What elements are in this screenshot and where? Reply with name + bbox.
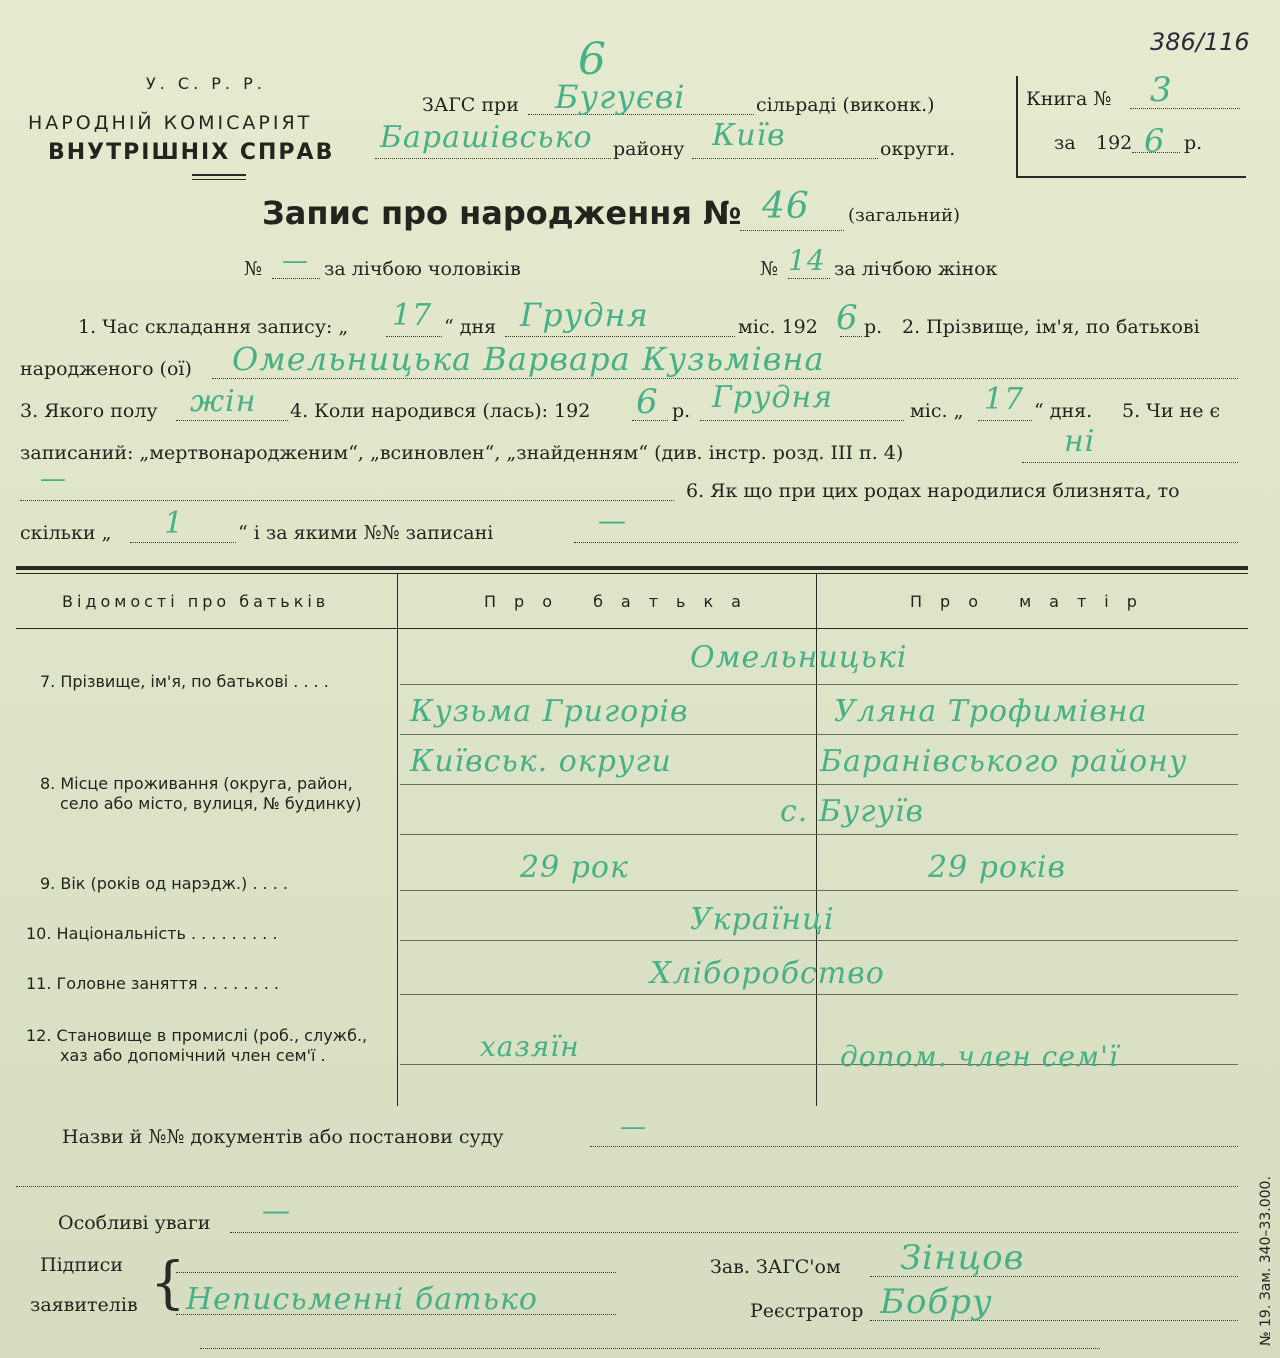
notes-line xyxy=(230,1232,1238,1233)
f4-month-line xyxy=(700,420,904,421)
usrr-heading: У. С. Р. Р. xyxy=(146,74,266,93)
registrar-signature-handwriting: Бобру xyxy=(880,1282,993,1322)
zags-village-handwriting: Бугуєві xyxy=(555,78,686,116)
record-number-line xyxy=(740,230,844,231)
registrar-label: Реєстратор xyxy=(750,1300,864,1322)
column-header-father: Про батька xyxy=(484,592,759,611)
f5-cont: записаний: „мертвонародженим“, „всиновлен“, „знайденням“ (див. інстр. розд. III п. 4) xyxy=(20,442,904,464)
print-note-box xyxy=(1240,1118,1274,1348)
cell-line xyxy=(400,834,1238,835)
f4-label: 4. Коли народився (лась): 192 xyxy=(290,400,591,422)
raion-line xyxy=(375,158,611,159)
book-year-handwriting: 6 xyxy=(1144,122,1166,160)
f1-month-line xyxy=(505,336,735,337)
row-label-name: 7. Прізвище, ім'я, по батькові . . . . xyxy=(40,672,329,691)
column-header-mother: Про матір xyxy=(910,592,1155,611)
f1-day-handwriting: 17 xyxy=(392,298,433,333)
occupation-handwriting: Хліборобство xyxy=(650,956,885,991)
row-label-status: 12. Становище в промислі (роб., служб., xyxy=(26,1026,368,1045)
page-title: Запис про народження № xyxy=(262,194,742,232)
book-year-prefix: за xyxy=(1054,132,1076,154)
row-label-residence: 8. Місце проживання (округа, район, xyxy=(40,774,353,793)
okrug-suffix: округи. xyxy=(880,138,956,160)
father-status-handwriting: хазяїн xyxy=(480,1030,580,1063)
f4-year-handwriting: 6 xyxy=(636,382,659,422)
bottom-line xyxy=(200,1348,1100,1349)
women-number-handwriting: 14 xyxy=(788,244,826,277)
applicant-signature-handwriting: Неписьменні батько xyxy=(186,1282,538,1317)
cell-line xyxy=(400,940,1238,941)
child-name-line xyxy=(212,378,1238,379)
men-suffix: за лічбою чоловіків xyxy=(324,258,521,280)
title-general: (загальний) xyxy=(848,205,960,226)
applicants-label: заявителів xyxy=(30,1294,138,1316)
f1-label: 1. Час складання запису: „ xyxy=(78,316,349,338)
cell-line xyxy=(400,684,1238,685)
zags-number-handwriting: 6 xyxy=(578,34,607,85)
raion-suffix: району xyxy=(613,138,685,160)
book-number-line xyxy=(1130,108,1240,109)
cell-line xyxy=(400,734,1238,735)
archive-number: 386/116 xyxy=(1150,28,1250,56)
signature-line xyxy=(176,1272,616,1273)
head-signature-handwriting: Зінцов xyxy=(900,1238,1025,1278)
f4-day-handwriting: 17 xyxy=(984,382,1025,417)
table-divider xyxy=(397,574,398,1106)
raion-handwriting: Барашівсько xyxy=(380,120,593,155)
header-rule xyxy=(192,179,246,180)
twins-count-handwriting: 1 xyxy=(164,506,185,541)
book-year-suffix: р. xyxy=(1184,132,1203,154)
notes-handwriting: — xyxy=(262,1194,291,1227)
f4-day-suffix: “ дня. xyxy=(1034,400,1093,422)
f1-day-suffix: “ дня xyxy=(444,316,497,338)
mother-name-handwriting: Уляна Трофимівна xyxy=(834,694,1148,729)
men-prefix: № xyxy=(244,258,262,280)
residence-okrug-handwriting: Київськ. округи xyxy=(410,744,672,779)
row-label-age: 9. Вік (років од нарэдж.) . . . . xyxy=(40,874,288,893)
f4-year-suffix: р. xyxy=(672,400,691,422)
row-label-status-cont: хаз або допомічний член сем'ї . xyxy=(60,1046,326,1065)
f1-year-handwriting: 6 xyxy=(836,298,859,338)
zags-suffix: сільраді (виконк.) xyxy=(756,94,935,116)
print-note: № 19. Зам. 340–33.000. xyxy=(1258,1176,1274,1346)
father-age-handwriting: 29 рок xyxy=(520,850,629,885)
row-label-residence-cont: село або місто, вулиця, № будинку) xyxy=(60,794,362,813)
table-top-rule xyxy=(16,566,1248,570)
f6-cont-prefix: скільки „ xyxy=(20,522,112,544)
women-suffix: за лічбою жінок xyxy=(834,258,998,280)
column-header-parents: Відомості про батьків xyxy=(62,592,330,611)
cell-line xyxy=(400,784,1238,785)
commissariat-heading: НАРОДНІЙ КОМІСАРІЯТ xyxy=(28,112,313,134)
book-label: Книга № xyxy=(1026,88,1112,110)
surname-handwriting: Омельницькі xyxy=(690,640,908,675)
f6-label: 6. Як що при цих родах народилися близнята, то xyxy=(686,480,1180,502)
docs-label: Назви й №№ документів або постанови суду xyxy=(62,1126,504,1148)
cell-line xyxy=(400,890,1238,891)
f4-day-line xyxy=(978,420,1032,421)
f4-month-suffix: міс. „ xyxy=(910,400,964,422)
head-label: Зав. ЗАГС'ом xyxy=(710,1256,841,1278)
f1-month-suffix: міс. 192 xyxy=(738,316,818,338)
twins-numbers-line xyxy=(574,542,1238,543)
row-label-nationality: 10. Національність . . . . . . . . . xyxy=(26,924,278,943)
row-label-occupation: 11. Головне заняття . . . . . . . . xyxy=(26,974,279,993)
f5-second-line-handwriting: — xyxy=(40,464,67,494)
f5-answer-handwriting: ні xyxy=(1064,424,1096,459)
sex-handwriting: жін xyxy=(190,384,257,419)
f1-month-handwriting: Грудня xyxy=(520,296,649,334)
book-year: 192 xyxy=(1096,132,1133,154)
table-top-rule xyxy=(16,573,1248,574)
mother-age-handwriting: 29 років xyxy=(928,850,1066,885)
women-prefix: № xyxy=(760,258,778,280)
f5-second-line xyxy=(20,500,674,501)
docs-line xyxy=(590,1146,1238,1147)
okrug-handwriting: Київ xyxy=(712,118,786,153)
okrug-line xyxy=(692,158,878,159)
f5-answer-line xyxy=(1022,462,1238,463)
f2-cont: народженого (ої) xyxy=(20,358,192,380)
notes-label: Особливі уваги xyxy=(58,1212,211,1234)
child-name-handwriting: Омельницька Варвара Кузьмівна xyxy=(232,340,825,378)
father-name-handwriting: Кузьма Григорів xyxy=(410,694,689,729)
table-header-rule xyxy=(16,628,1248,629)
sex-line xyxy=(176,420,288,421)
signature-brace-icon: { xyxy=(150,1251,186,1316)
f1-day-line xyxy=(386,336,442,337)
docs-handwriting: — xyxy=(620,1112,647,1142)
header-rule xyxy=(192,174,246,176)
nationality-handwriting: Українці xyxy=(690,902,835,937)
record-number-handwriting: 46 xyxy=(762,186,810,227)
twins-count-line xyxy=(130,542,236,543)
ministry-heading: ВНУТРІШНІХ СПРАВ xyxy=(48,140,335,165)
women-number-line xyxy=(788,278,830,279)
f5-label: 5. Чи не є xyxy=(1122,400,1221,422)
residence-raion-handwriting: Баранівського району xyxy=(820,744,1188,779)
f3-label: 3. Якого полу xyxy=(20,400,158,422)
men-number-handwriting: — xyxy=(282,246,309,276)
signatures-label: Підписи xyxy=(40,1254,123,1276)
men-number-line xyxy=(272,278,320,279)
book-number-handwriting: 3 xyxy=(1150,70,1173,110)
cell-line xyxy=(400,994,1238,995)
residence-village-handwriting: с. Бугуїв xyxy=(780,794,924,829)
f1-year-suffix: р. xyxy=(864,316,883,338)
zags-prefix: ЗАГС при xyxy=(422,94,519,116)
mother-status-handwriting: допом. член сем'ї xyxy=(840,1040,1119,1073)
docs-second-line xyxy=(16,1186,1238,1187)
twins-numbers-handwriting: — xyxy=(598,504,627,537)
f4-month-handwriting: Грудня xyxy=(712,380,834,415)
f6-cont-mid: “ і за якими №№ записані xyxy=(238,522,494,544)
f2-label: 2. Прізвище, ім'я, по батькові xyxy=(902,316,1200,338)
